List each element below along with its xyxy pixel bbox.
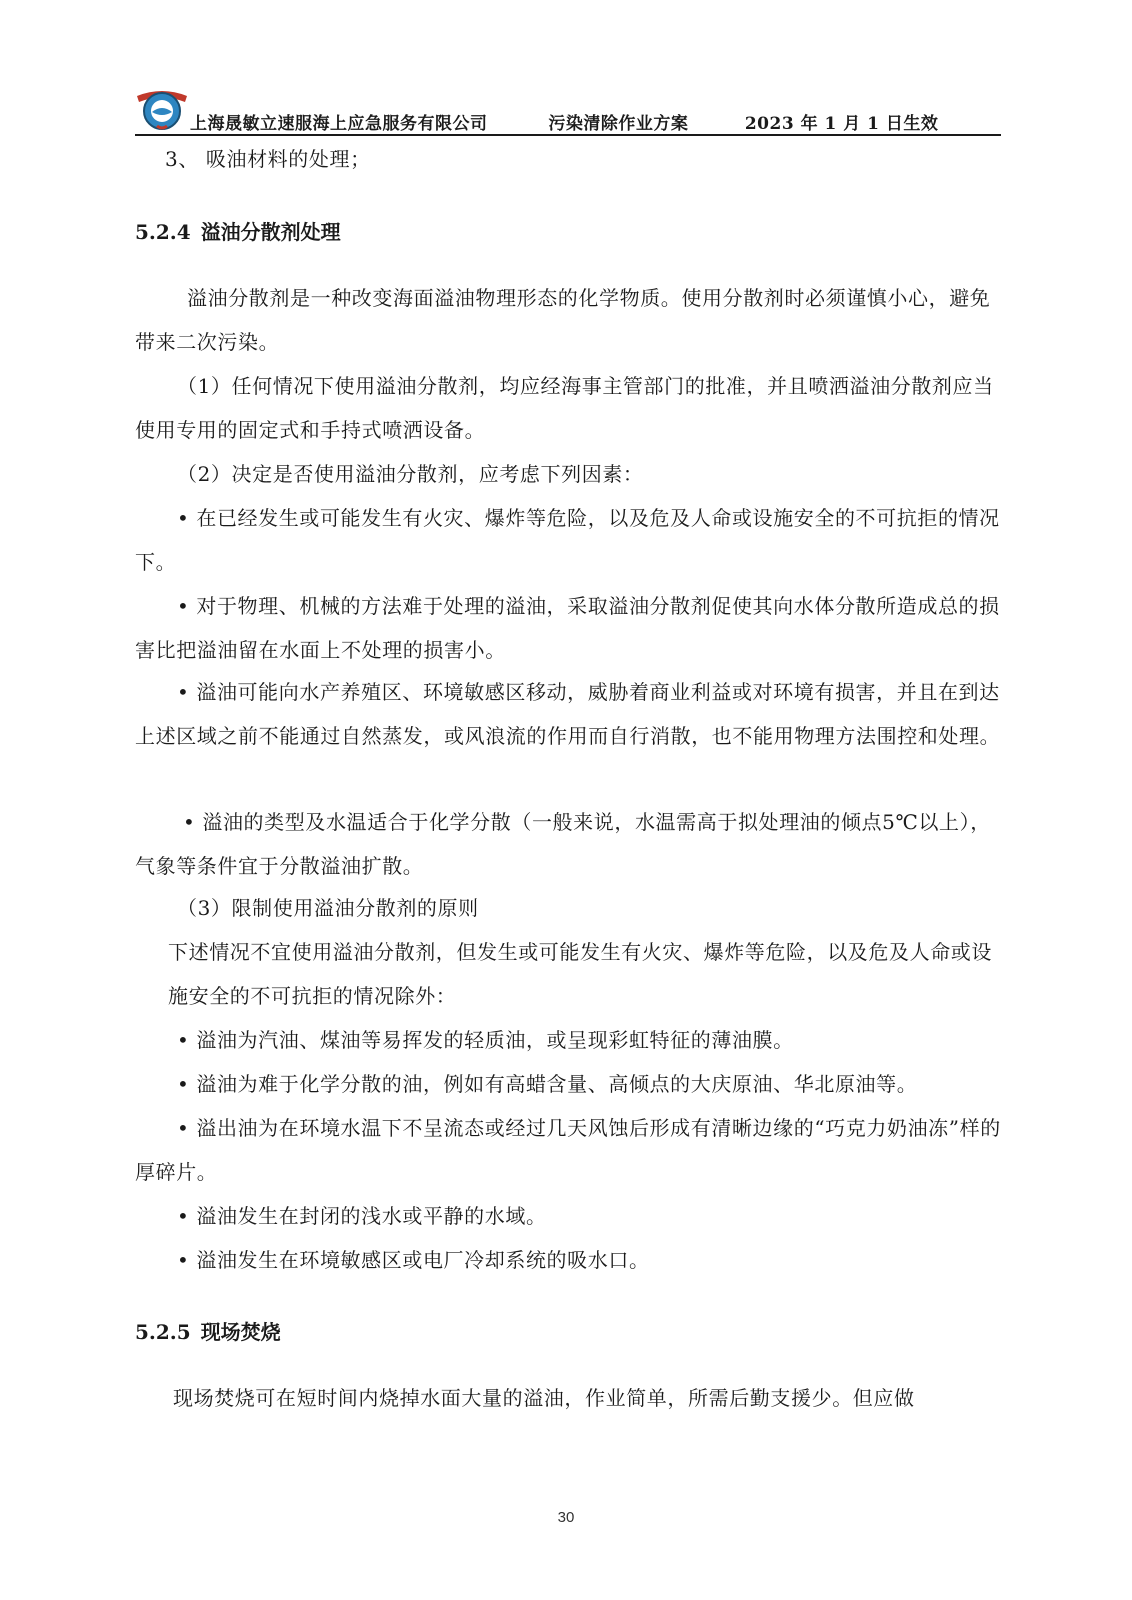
paragraph: （2）决定是否使用溢油分散剂，应考虑下列因素： bbox=[177, 462, 644, 486]
paragraph: 现场焚烧可在短时间内烧掉水面大量的溢油，作业简单，所需后勤支援少。但应做 bbox=[173, 1386, 915, 1410]
header-document-title: 污染清除作业方案 bbox=[548, 114, 689, 134]
bullet-item: • 溢油为难于化学分散的油，例如有高蜡含量、高倾点的大庆原油、华北原油等。 bbox=[177, 1072, 918, 1096]
header-effective-date: 2023 年 1 月 1 日生效 bbox=[744, 114, 939, 134]
paragraph: 下述情况不宜使用溢油分散剂，但发生或可能发生有火灾、爆炸等危险，以及危及人命或设施安全的不可抗拒的情况除外： bbox=[168, 940, 992, 1008]
page-header bbox=[135, 82, 1001, 138]
paragraph: 溢油分散剂是一种改变海面溢油物理形态的化学物质。使用分散剂时必须谨慎小心，避免带来二次污染。 bbox=[135, 286, 991, 354]
header-company: 上海晟敏立速服海上应急服务有限公司 bbox=[190, 114, 488, 134]
section-number: 5.2.4 bbox=[135, 220, 191, 244]
section-heading-5-2-5 bbox=[135, 1316, 281, 1345]
paragraph: （3）限制使用溢油分散剂的原则 bbox=[177, 896, 479, 920]
bullet-item: • 溢油的类型及水温适合于化学分散（一般来说，水温需高于拟处理油的倾点5℃以上），气象等条件宜于分散溢油扩散。 bbox=[135, 810, 991, 878]
section-title: 现场焚烧 bbox=[200, 1320, 281, 1344]
bullet-item: • 溢油为汽油、煤油等易挥发的轻质油，或呈现彩虹特征的薄油膜。 bbox=[177, 1028, 794, 1052]
header-divider bbox=[135, 134, 1001, 136]
bullet-item: • 溢油发生在封闭的浅水或平静的水域。 bbox=[177, 1204, 547, 1228]
intro-item: 3、 吸油材料的处理； bbox=[165, 147, 371, 171]
section-heading-5-2-4 bbox=[135, 216, 341, 245]
bullet-item: • 在已经发生或可能发生有火灾、爆炸等危险，以及危及人命或设施安全的不可抗拒的情况下。 bbox=[135, 506, 1000, 574]
section-number: 5.2.5 bbox=[135, 1320, 191, 1344]
bullet-item: • 溢油发生在环境敏感区或电厂冷却系统的吸水口。 bbox=[177, 1248, 650, 1272]
page-number: 30 bbox=[557, 1509, 575, 1526]
section-title: 溢油分散剂处理 bbox=[200, 220, 341, 244]
header-line bbox=[190, 109, 938, 134]
bullet-item: • 溢出油为在环境水温下不呈流态或经过几天风蚀后形成有清晰边缘的“巧克力奶油冻”样的厚碎片。 bbox=[135, 1116, 1001, 1184]
company-logo-icon bbox=[135, 82, 189, 132]
bullet-item: • 对于物理、机械的方法难于处理的溢油，采取溢油分散剂促使其向水体分散所造成总的损害比把溢油留在水面上不处理的损害小。 bbox=[135, 594, 1000, 662]
paragraph: （1）任何情况下使用溢油分散剂，均应经海事主管部门的批准，并且喷洒溢油分散剂应当使用专用的固定式和手持式喷洒设备。 bbox=[135, 374, 994, 442]
bullet-item: • 溢油可能向水产养殖区、环境敏感区移动，威胁着商业利益或对环境有损害，并且在到达上述区域之前不能通过自然蒸发，或风浪流的作用而自行消散，也不能用物理方法围控和处理。 bbox=[135, 680, 1001, 748]
